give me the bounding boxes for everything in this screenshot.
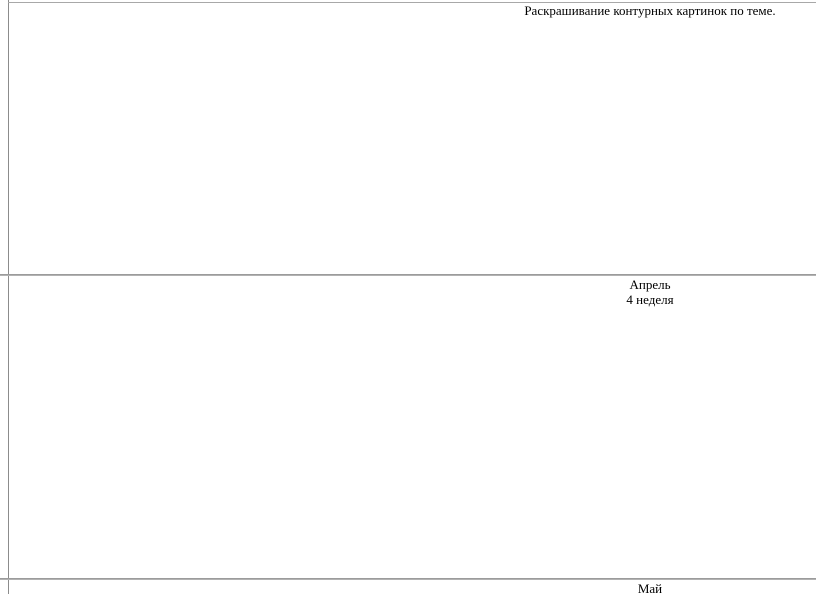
activity-cell-text: Раскрашивание контурных картинок по теме.	[524, 3, 776, 18]
row-separator-may	[0, 578, 816, 580]
month-cell-april	[484, 277, 816, 307]
week-label: 4 неделя	[626, 292, 674, 307]
row-separator-april	[0, 274, 816, 276]
month-cell-may: Май	[637, 581, 663, 594]
table-left-column-border	[8, 0, 9, 594]
month-label: Апрель	[629, 277, 671, 292]
